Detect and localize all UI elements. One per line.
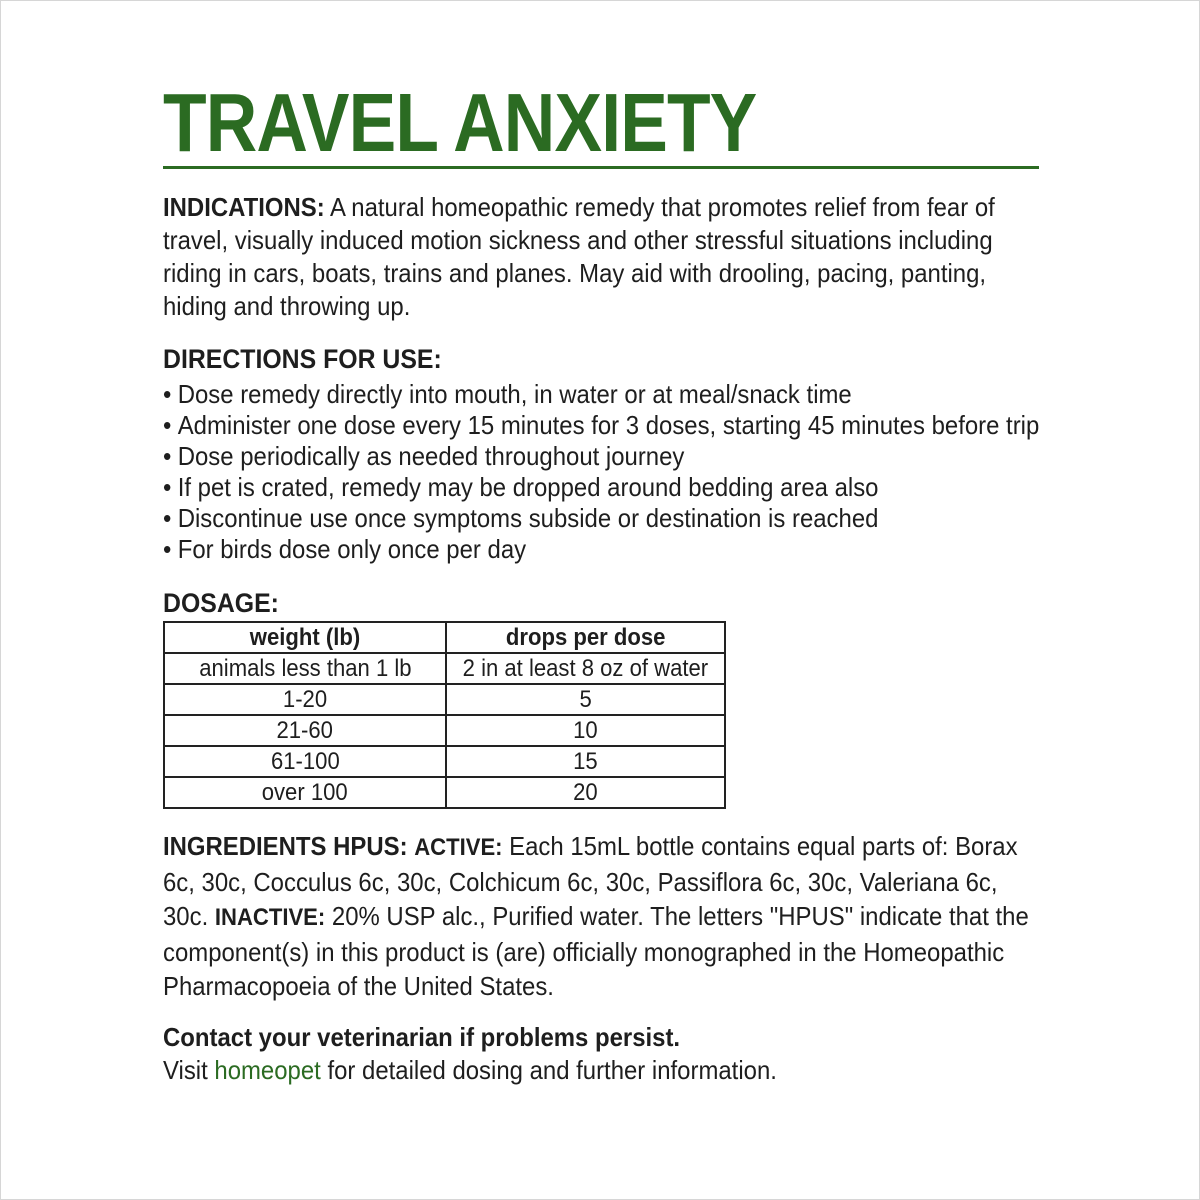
table-header-row [164, 622, 725, 653]
indications-text: A natural homeopathic remedy that promotes relief from fear of travel, visually induced motion sickness and other stressful situations including riding in cars, boats, trains and planes. May aid with drooling, pacing, panting, hiding and throwing up. [163, 192, 995, 321]
table-row [164, 715, 725, 746]
bullet-icon: • [163, 379, 172, 409]
list-item [163, 441, 1046, 472]
bullet-icon: • [163, 441, 172, 471]
drops-cell: 5 [446, 684, 725, 715]
weight-cell: animals less than 1 lb [164, 653, 446, 684]
weight-cell: 1-20 [164, 684, 446, 715]
direction-text: Dose periodically as needed throughout journey [177, 441, 685, 471]
column-header-weight: weight (lb) [164, 622, 446, 653]
dosage-heading: DOSAGE: [163, 588, 279, 618]
homeopet-link[interactable]: homeopet [214, 1055, 321, 1085]
list-item [163, 379, 1046, 410]
drops-cell: 20 [446, 777, 725, 808]
direction-text: Administer one dose every 15 minutes for 3 doses, starting 45 minutes before trip [177, 410, 1040, 440]
ingredients-paragraph [163, 829, 1046, 1003]
indications-paragraph [163, 191, 1046, 323]
page-title: TRAVEL ANXIETY [163, 76, 757, 169]
label-content [163, 78, 1043, 1087]
drops-cell: 15 [446, 746, 725, 777]
directions-list [163, 379, 1046, 565]
bullet-icon: • [163, 472, 172, 502]
inactive-label: INACTIVE: [214, 904, 326, 931]
ingredients-label: INGREDIENTS HPUS: [163, 831, 408, 861]
inactive-text: 20% USP alc., Purified water. The letters "HPUS" indicate that the component(s) in this product is (are) officially monographed in the Homeopathic Pharmacopoeia of the United States. [163, 901, 1029, 1001]
visit-line [163, 1054, 1046, 1087]
column-header-drops: drops per dose [446, 622, 725, 653]
list-item [163, 410, 1046, 441]
table-row [164, 684, 725, 715]
active-text: Each 15mL bottle contains equal parts of: Borax 6c, 30c, Cocculus 6c, 30c, Colchicum 6c, 30c, Passiflora 6c, 30c, Valeriana 6c, 30c. [163, 831, 1018, 931]
weight-cell: over 100 [164, 777, 446, 808]
direction-text: If pet is crated, remedy may be dropped around bedding area also [177, 472, 879, 502]
list-item [163, 503, 1046, 534]
visit-prefix: Visit [163, 1055, 215, 1085]
indications-label: INDICATIONS: [163, 192, 325, 222]
table-row [164, 777, 725, 808]
drops-cell: 10 [446, 715, 725, 746]
active-label: ACTIVE: [414, 834, 503, 861]
contact-text: Contact your veterinarian if problems persist. [163, 1022, 681, 1052]
visit-suffix: for detailed dosing and further information. [320, 1055, 777, 1085]
contact-line [163, 1021, 1046, 1054]
bullet-icon: • [163, 503, 172, 533]
weight-cell: 21-60 [164, 715, 446, 746]
direction-text: Dose remedy directly into mouth, in water or at meal/snack time [177, 379, 852, 409]
drops-cell: 2 in at least 8 oz of water [446, 653, 725, 684]
weight-cell: 61-100 [164, 746, 446, 777]
list-item [163, 472, 1046, 503]
list-item [163, 534, 1046, 565]
direction-text: For birds dose only once per day [177, 534, 527, 564]
table-row [164, 653, 725, 684]
bullet-icon: • [163, 410, 172, 440]
directions-heading: DIRECTIONS FOR USE: [163, 344, 442, 374]
table-row [164, 746, 725, 777]
bullet-icon: • [163, 534, 172, 564]
direction-text: Discontinue use once symptoms subside or destination is reached [177, 503, 879, 533]
dosage-table [163, 621, 726, 809]
